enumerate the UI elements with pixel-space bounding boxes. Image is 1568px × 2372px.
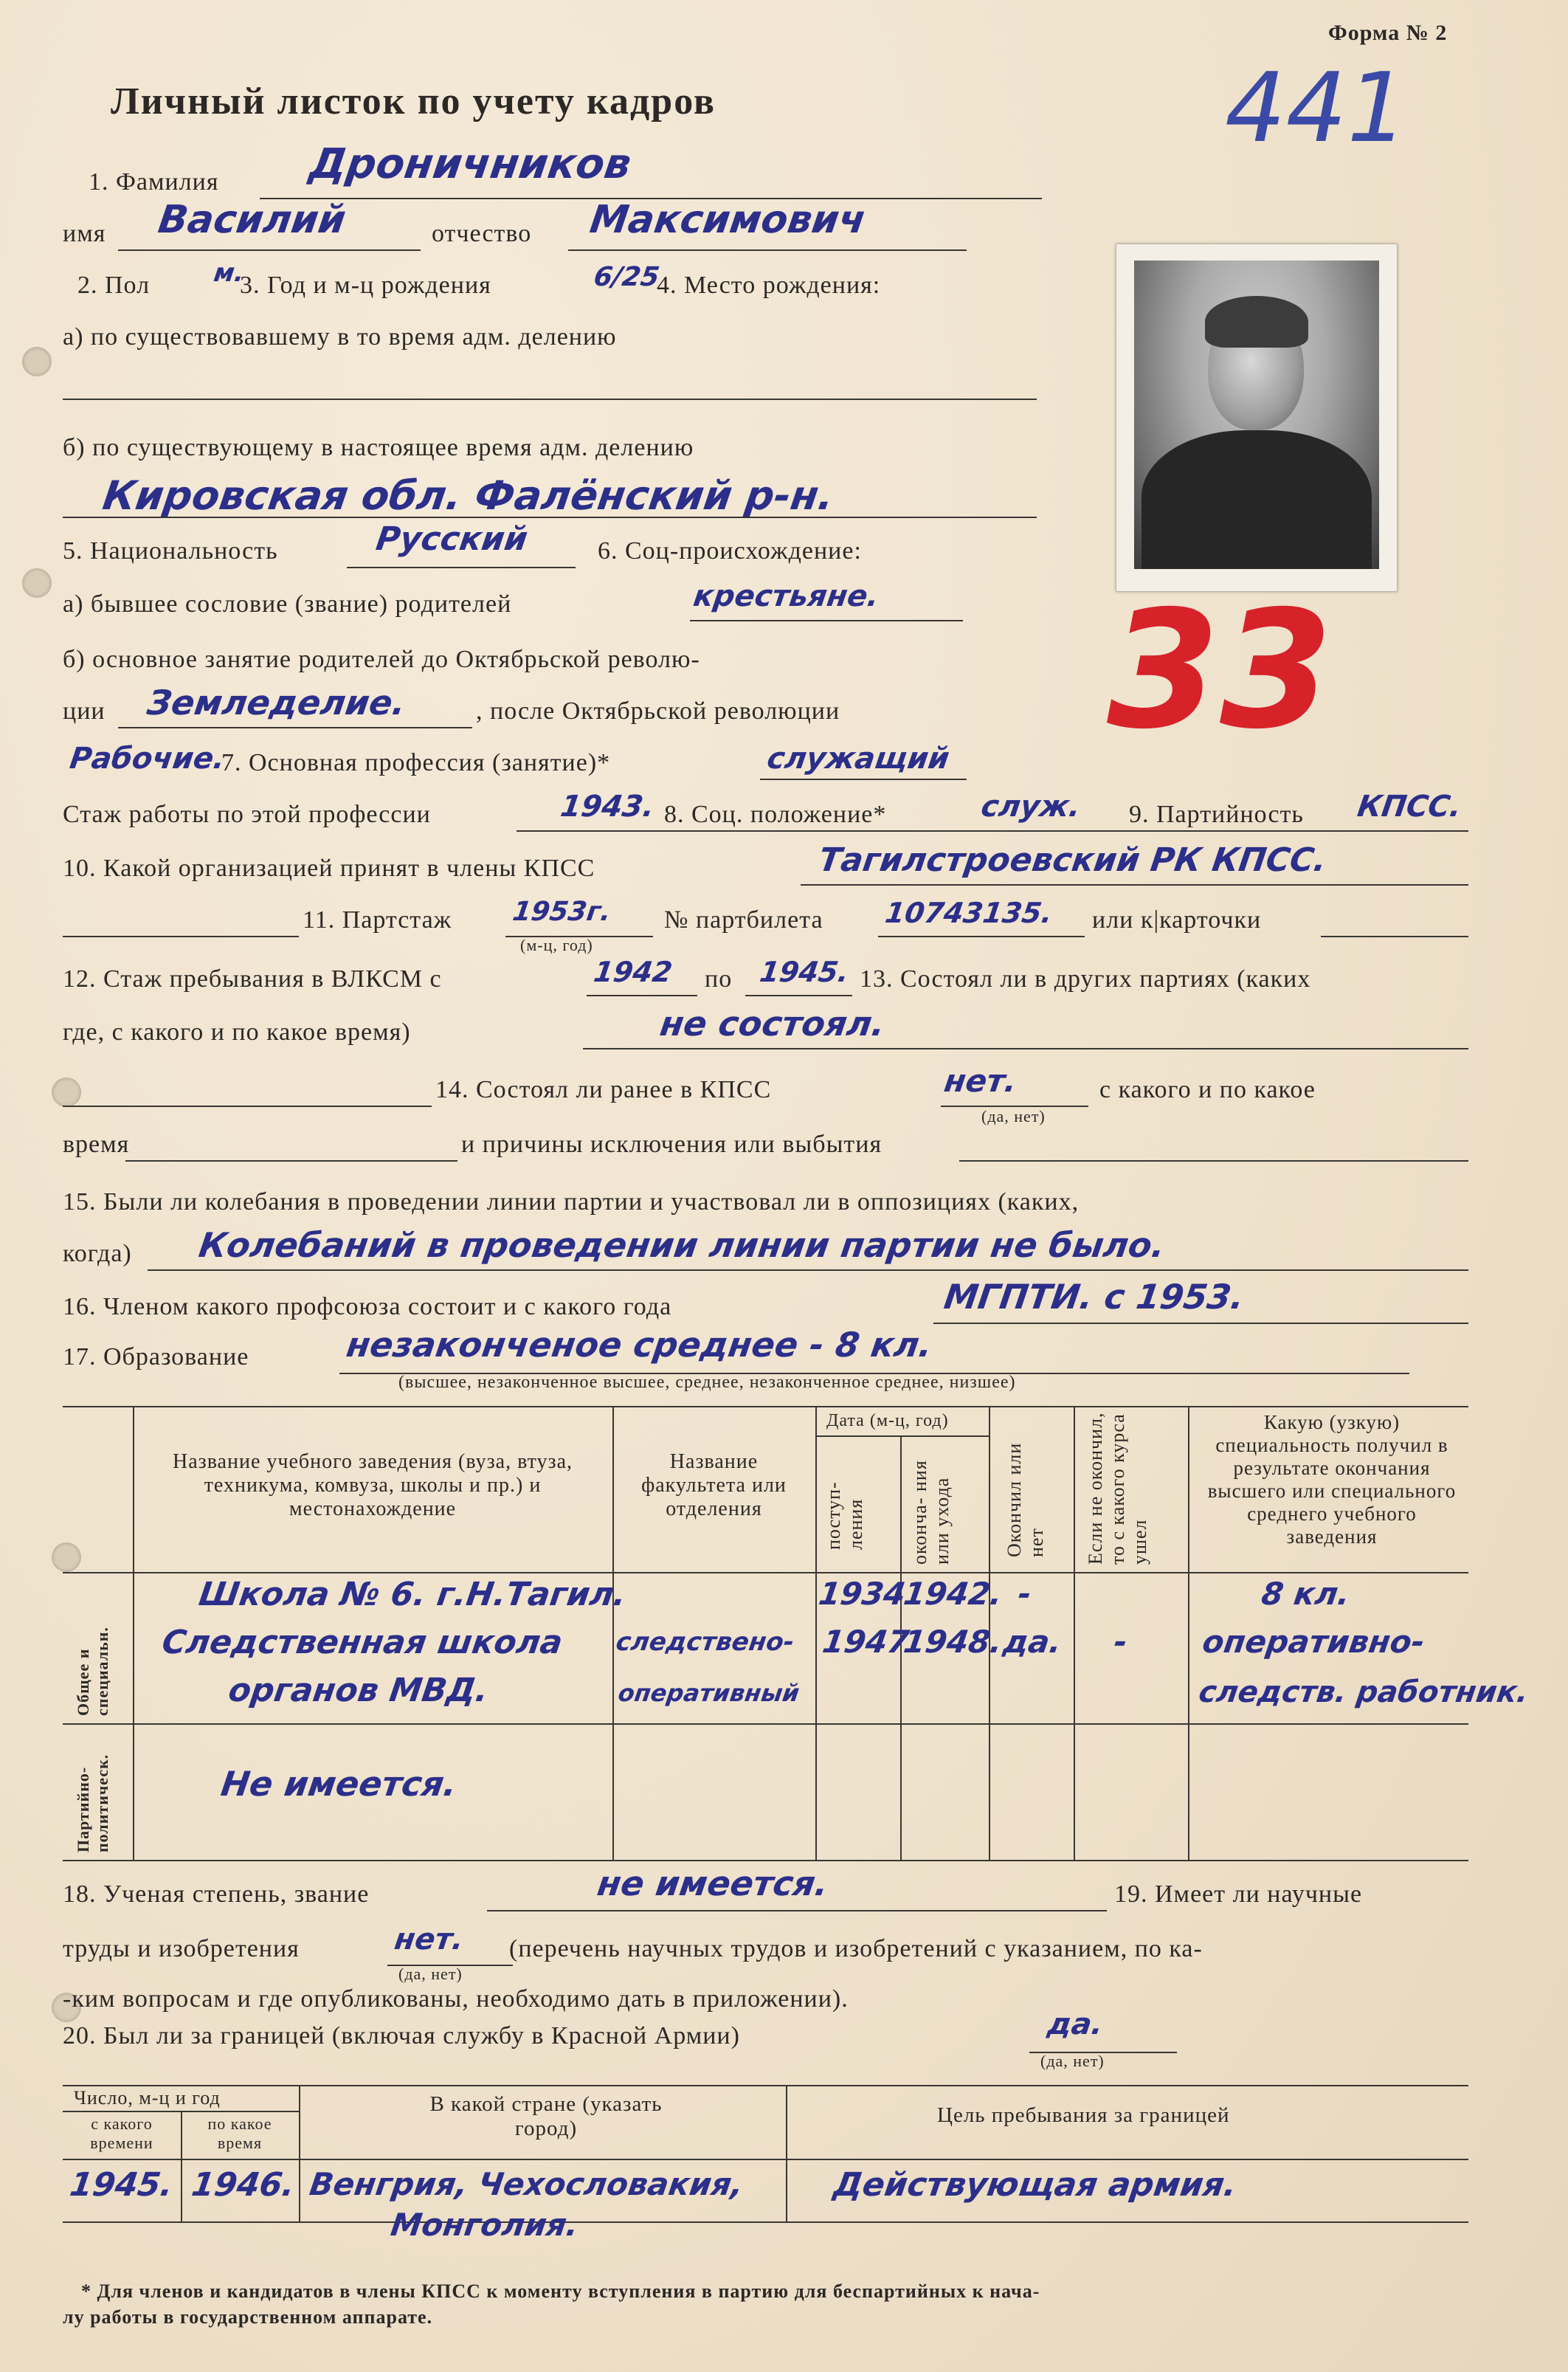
abroad-label: 20. Был ли за границей (включая службу в Красной Армии) (63, 2022, 740, 2049)
work-experience-value: 1943. (558, 790, 657, 824)
komsomol-from: 1942 (591, 956, 674, 988)
parents-occupation-label: б) основное занятие родителей до Октябрьской револю- (63, 646, 700, 673)
punch-hole (22, 347, 52, 376)
name-label: имя (63, 220, 106, 247)
abroad-to-value: 1946. (189, 2166, 297, 2204)
card-label: или к|карточки (1092, 906, 1262, 934)
works-sub: (да, нет) (398, 1965, 463, 1983)
komsomol-to: 1945. (757, 956, 852, 988)
edu-header-spec: Какую (узкую) специальность получил в результате окончания высшего или специального среднего учебного заведения (1207, 1411, 1457, 1548)
name-value: Василий (155, 198, 349, 242)
party-value: КПСС. (1355, 790, 1464, 824)
edu-row-2-entered: 1947 (820, 1624, 912, 1660)
edu-side-general: Общее и специальн. (74, 1627, 111, 1716)
education-sub: (высшее, незаконченное высшее, среднее, незаконченное среднее, низшее) (398, 1373, 1016, 1392)
edu-row-3-faculty: оперативный (616, 1679, 801, 1707)
union-value: МГПТИ. с 1953. (942, 1277, 1247, 1317)
exclusion-label: и причины исключения или выбытия (461, 1131, 883, 1158)
profession-label: 7. Основная профессия (занятие)* (221, 749, 611, 776)
abroad-sub: (да, нет) (1040, 2052, 1105, 2070)
abroad-header-country: В какой стране (указать город) (429, 2092, 663, 2140)
nationality-value: Русский (373, 520, 531, 558)
punch-hole (52, 1542, 81, 1572)
profession-value: служащий (764, 742, 952, 776)
birthdate-value: 6/25 (592, 262, 662, 292)
edu-row-3-name: органов МВД. (226, 1672, 491, 1709)
abroad-purpose-value: Действующая армия. (831, 2166, 1240, 2204)
other-parties-label: 13. Состоял ли в других партиях (каких (860, 965, 1311, 993)
edu-row-1-spec: 8 кл. (1259, 1576, 1353, 1612)
former-member-value: нет. (942, 1063, 1020, 1099)
former-member-after: с какого и по какое (1099, 1076, 1316, 1103)
works-label: труды и изобретения (63, 1935, 300, 1962)
party-card-value: 10743135. (883, 897, 1055, 929)
works-label-19: 19. Имеет ли научные (1114, 1880, 1363, 1908)
social-status-label: 8. Соц. положение* (664, 801, 887, 828)
edu-row-2-finished: 1948. (901, 1624, 1005, 1660)
abroad-header-date: Число, м-ц и год (74, 2087, 221, 2109)
edu-header-entered: поступ- ления (823, 1481, 866, 1550)
punch-hole (22, 568, 52, 598)
education-label: 17. Образование (63, 1343, 249, 1371)
social-status-value: служ. (978, 790, 1083, 824)
party-tenure-value: 1953г. (511, 897, 613, 927)
former-member-sub: (да, нет) (981, 1107, 1046, 1125)
edu-row-2-name: Следственная школа (159, 1624, 565, 1661)
edu-header-finished: оконча- ния или ухода (909, 1460, 953, 1565)
edu-row-2-spec: оперативно- (1200, 1624, 1427, 1660)
patronymic-value: Максимович (587, 198, 868, 242)
abroad-country-value-1: Венгрия, Чехословакия, (307, 2166, 746, 2202)
edu-row-2-faculty: следствено- (614, 1627, 796, 1657)
birthplace-new-value: Кировская обл. Фалёнский р-н. (100, 472, 837, 519)
corner-number: 441 (1225, 52, 1409, 164)
abroad-header-from: с какого времени (90, 2114, 153, 2152)
edu-header-name: Название учебного заведения (вуза, втуза, техникума, комвуза, школы и пр.) и местонахождение (173, 1450, 573, 1520)
party-card-label: № партбилета (664, 906, 823, 934)
parents-occupation-prefix: ции (63, 697, 106, 725)
after-revolution-label: , после Октябрьской революции (476, 697, 840, 725)
deviations-label: 15. Были ли колебания в проведении линии партии и участвовал ли в оппозициях (каких, (63, 1188, 1080, 1216)
edu-row-1-finished: 1942. (901, 1576, 1005, 1612)
party-tenure-sub: (м-ц, год) (520, 936, 593, 954)
degree-value: не имеется. (595, 1864, 831, 1903)
edu-row-2-done: да. (1001, 1624, 1064, 1660)
parents-estate-value: крестьяне. (691, 579, 881, 613)
deviations-prefix: когда) (63, 1240, 132, 1267)
abroad-header-purpose: Цель пребывания за границей (937, 2103, 1230, 2127)
education-value: незаконченое среднее - 8 кл. (344, 1325, 935, 1365)
birthplace-new-label: б) по существующему в настоящее время адм. делению (63, 434, 694, 461)
portrait-photo (1134, 261, 1379, 569)
abroad-country-value-2: Монголия. (388, 2207, 581, 2243)
party-education-value: Не имеется. (218, 1764, 460, 1804)
edu-row-1-name: Школа № 6. г.Н.Тагил. (196, 1576, 629, 1613)
edu-header-dates: Дата (м-ц, год) (826, 1411, 949, 1430)
komsomol-po: по (705, 965, 733, 993)
degree-label: 18. Ученая степень, звание (63, 1880, 370, 1908)
abroad-header-to: по какое время (207, 2114, 272, 2152)
works-rest: (перечень научных трудов и изобретений с указанием, по ка- (509, 1935, 1203, 1962)
social-origin-label: 6. Соц-происхождение: (598, 537, 862, 565)
birthplace-label: 4. Место рождения: (657, 272, 881, 299)
party-tenure-label: 11. Партстаж (303, 906, 452, 934)
edu-header-faculty: Название факультета или отделения (641, 1450, 787, 1520)
red-number: 33 (1107, 576, 1333, 765)
birthplace-old-label: а) по существовавшему в то время адм. делению (63, 323, 617, 351)
edu-header-done: Окончил или нет (1004, 1442, 1047, 1557)
birthdate-label: 3. Год и м-ц рождения (240, 272, 491, 299)
page-title: Личный листок по учету кадров (111, 80, 716, 123)
surname-label: 1. Фамилия (89, 168, 219, 196)
abroad-value: да. (1045, 2007, 1105, 2041)
edu-row-3-spec: следств. работник. (1196, 1675, 1531, 1709)
parents-estate-label: а) бывшее сословие (звание) родителей (63, 590, 512, 618)
footnote-line-2: лу работы в государственном аппарате. (63, 2306, 433, 2328)
parents-occupation-value: Земледелие. (145, 683, 409, 723)
deviations-value: Колебаний в проведении линии партии не было. (196, 1225, 1168, 1265)
surname-value: Дроничников (306, 140, 635, 188)
union-label: 16. Членом какого профсоюза состоит и с какого года (63, 1293, 672, 1320)
patronymic-label: отчество (432, 220, 532, 247)
nationality-label: 5. Национальность (63, 537, 278, 565)
edu-row-2-notdone: - (1111, 1624, 1130, 1660)
edu-side-party: Партийно-политическ. (74, 1754, 111, 1852)
edu-row-1-entered: 1934 (816, 1576, 908, 1612)
after-revolution-value: Рабочие. (67, 742, 227, 776)
sex-label: 2. Пол (77, 272, 151, 299)
punch-hole (52, 1078, 81, 1107)
work-experience-label: Стаж работы по этой профессии (63, 801, 431, 828)
former-member-label: 14. Состоял ли ранее в КПСС (435, 1076, 772, 1103)
party-label: 9. Партийность (1129, 801, 1304, 828)
komsomol-label: 12. Стаж пребывания в ВЛКСМ с (63, 965, 442, 993)
org-value: Тагилстроевский РК КПСС. (816, 841, 1329, 879)
edu-row-1-done: - (1015, 1576, 1034, 1612)
works-line2: -ким вопросам и где опубликованы, необходимо дать в приложении). (63, 1985, 849, 2013)
other-parties-value: не состоял. (657, 1004, 888, 1044)
org-label: 10. Какой организацией принят в члены КПСС (63, 855, 595, 882)
sex-value: м. (212, 258, 246, 288)
form-label: Форма № 2 (1328, 21, 1448, 45)
photo-card (1116, 244, 1398, 592)
time-label: время (63, 1131, 130, 1158)
edu-header-notdone: Если не окончил, то с какого курса ушел (1085, 1412, 1150, 1565)
other-parties-when-label: где, с какого и по какое время) (63, 1018, 411, 1046)
works-value: нет. (392, 1923, 466, 1956)
footnote-line-1: * Для членов и кандидатов в члены КПСС к моменту вступления в партию для беспартийных к нача- (81, 2280, 1040, 2302)
abroad-from-value: 1945. (67, 2166, 176, 2204)
